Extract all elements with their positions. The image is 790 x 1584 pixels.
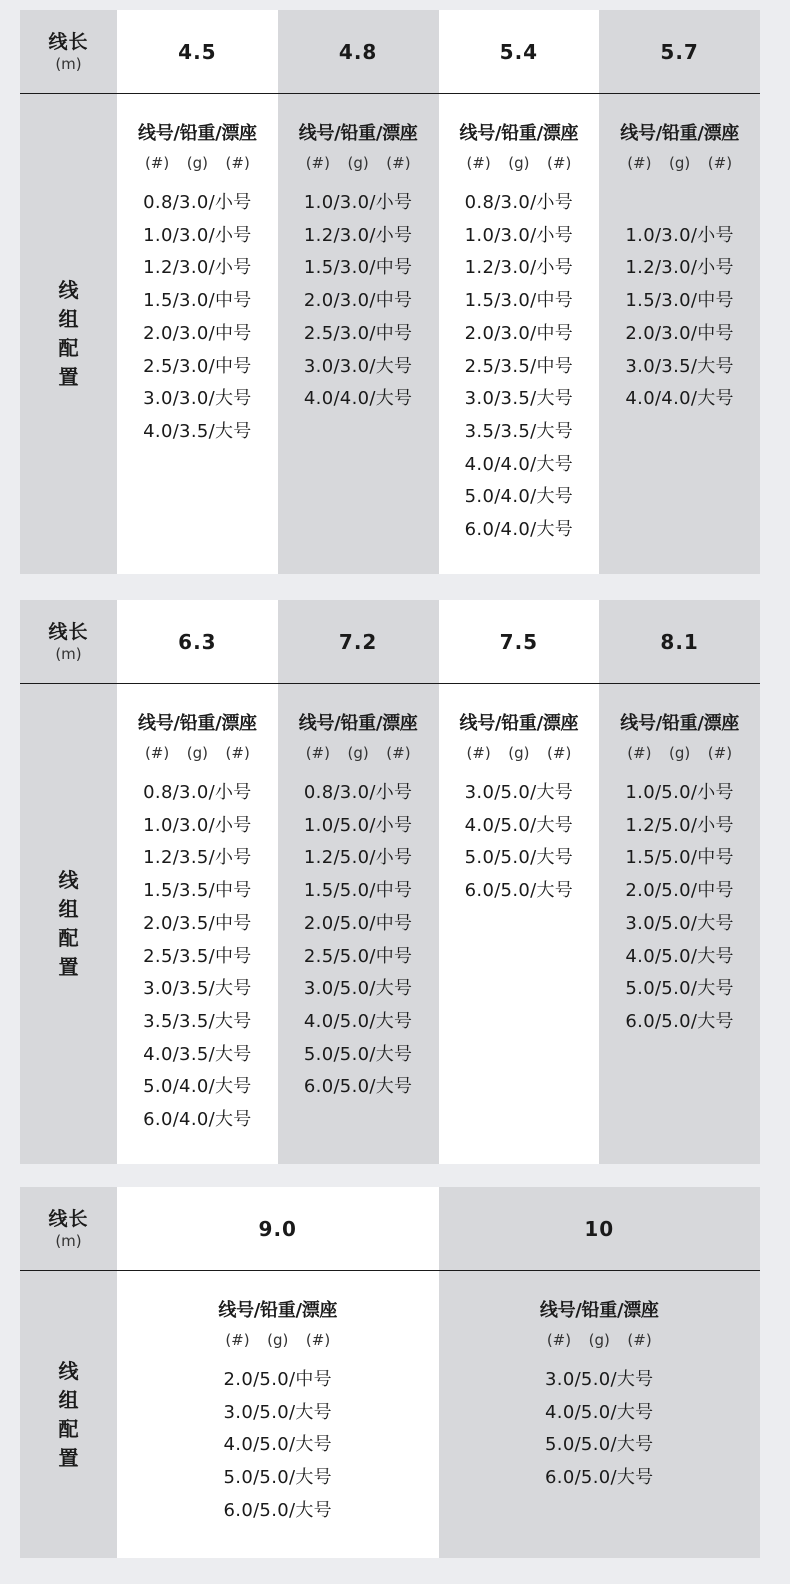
config-value: 2.5/3.0/中号 [303,322,413,344]
config-value: 5.0/5.0/大号 [223,1467,332,1489]
config-column-units: (#) (g) (#) [144,154,250,172]
config-value: 0.8/3.0/小号 [303,782,413,803]
config-label [58,1357,80,1473]
config-value: 2.0/3.0/中号 [464,322,574,344]
config-value-list [117,187,278,449]
config-value: 1.0/3.0/小号 [143,224,252,246]
config-value: 1.0/3.0/小号 [303,192,413,213]
config-column [439,1271,761,1558]
config-value: 3.0/5.0/大号 [625,912,734,934]
length-value: 6.3 [117,600,278,683]
config-column-units: (#) (g) (#) [627,154,733,172]
config-value: 1.2/3.0/小号 [143,257,252,279]
config-value: 1.0/3.0/小号 [143,814,252,836]
length-unit: (m) [55,644,82,663]
config-column-units: (#) (g) (#) [305,744,411,762]
config-value: 2.0/3.0/中号 [625,322,734,344]
config-label-cell [20,684,117,1164]
config-column-title: 线号/铅重/漂座 [620,123,739,144]
length-unit: (m) [55,1231,82,1250]
table-header-row [20,600,760,684]
config-value: 4.0/4.0/大号 [303,388,413,410]
config-label-char: 线 [58,868,79,892]
config-label-cell [20,94,117,574]
config-label-char: 配 [58,1416,79,1441]
config-label-char: 置 [58,955,79,979]
length-label-cell [20,1187,117,1270]
config-value-list [599,187,760,416]
config-value-list [439,777,600,908]
config-value: 1.2/3.0/小号 [303,224,413,246]
config-column-units: (#) (g) (#) [225,1331,331,1349]
config-value [599,187,760,220]
config-value: 2.0/5.0/中号 [625,880,734,902]
config-column-units: (#) (g) (#) [466,744,572,762]
config-column [117,1271,439,1558]
config-value: 4.0/5.0/大号 [545,1401,654,1423]
config-label-char: 线 [58,278,79,302]
config-value: 1.2/3.5/小号 [143,847,252,869]
config-column [278,94,439,574]
config-value: 4.0/5.0/大号 [223,1434,332,1456]
config-value: 4.0/4.0/大号 [625,388,734,410]
config-value: 3.0/5.0/大号 [303,978,413,1000]
config-value: 5.0/5.0/大号 [464,847,574,869]
config-value: 2.0/3.0/中号 [303,290,413,312]
config-value: 4.0/3.5/大号 [143,1043,252,1065]
config-column [599,94,760,574]
config-value: 3.0/3.5/大号 [464,388,574,410]
config-value: 3.5/3.5/大号 [143,1010,252,1032]
table-body-row [20,1271,760,1558]
config-value: 6.0/5.0/大号 [223,1499,332,1521]
config-value: 4.0/5.0/大号 [625,945,734,967]
config-column-title: 线号/铅重/漂座 [218,1300,338,1321]
config-value: 2.0/3.5/中号 [143,912,252,934]
config-label-char: 组 [58,1387,79,1412]
config-value-list [117,1364,439,1528]
length-label-cell [20,600,117,683]
config-value: 3.0/5.0/大号 [223,1401,332,1423]
config-column-title: 线号/铅重/漂座 [539,1300,659,1321]
config-value: 3.0/5.0/大号 [464,782,574,803]
config-value: 1.5/3.5/中号 [143,880,252,902]
config-column-title: 线号/铅重/漂座 [459,123,579,144]
config-column [117,684,278,1164]
config-label-char: 置 [58,1445,79,1470]
config-label [58,276,80,392]
config-value: 1.5/5.0/中号 [625,847,734,869]
length-label-cell [20,10,117,93]
config-value: 3.0/3.5/大号 [625,355,734,377]
config-label-char: 组 [58,307,79,331]
config-value: 3.0/3.0/大号 [143,388,252,410]
config-value: 3.0/3.5/大号 [143,978,252,1000]
table-header-row [20,10,760,94]
config-value: 6.0/5.0/大号 [464,880,574,902]
length-value: 4.8 [278,10,439,93]
config-value: 6.0/4.0/大号 [143,1109,252,1131]
config-value: 3.0/3.0/大号 [303,355,413,377]
length-value: 4.5 [117,10,278,93]
length-label: 线长 [48,1207,89,1230]
config-value: 5.0/4.0/大号 [464,486,574,508]
table-body-row [20,94,760,574]
config-label-char: 线 [58,1358,79,1383]
config-label-char: 配 [58,336,79,360]
config-value: 2.5/3.5/中号 [464,355,574,377]
config-column-title: 线号/铅重/漂座 [138,123,257,144]
config-column-title: 线号/铅重/漂座 [138,713,257,734]
length-unit: (m) [55,54,82,73]
config-column [278,684,439,1164]
config-column [439,684,600,1164]
config-value: 6.0/5.0/大号 [303,1076,413,1098]
config-value: 1.0/3.0/小号 [464,224,574,246]
config-value: 1.5/3.0/中号 [143,290,252,312]
config-value: 1.0/3.0/小号 [625,224,734,246]
config-value: 4.0/5.0/大号 [464,814,574,836]
config-value: 1.2/5.0/小号 [303,847,413,869]
config-value: 6.0/4.0/大号 [464,519,574,541]
config-value: 6.0/5.0/大号 [625,1010,734,1032]
config-value: 2.5/5.0/中号 [303,945,413,967]
config-value: 1.5/3.0/中号 [303,257,413,279]
config-label-char: 组 [58,897,79,921]
length-value: 10 [439,1187,761,1270]
config-column [117,94,278,574]
config-column [599,684,760,1164]
spec-table-2 [20,600,760,1164]
config-value: 1.5/5.0/中号 [303,880,413,902]
config-value: 4.0/5.0/大号 [303,1010,413,1032]
config-value: 1.2/5.0/小号 [625,814,734,836]
config-value: 2.5/3.0/中号 [143,355,252,377]
config-column-units: (#) (g) (#) [144,744,250,762]
config-value: 1.2/3.0/小号 [464,257,574,279]
config-value: 1.5/3.0/中号 [464,290,574,312]
config-value-list [117,777,278,1137]
config-column [439,94,600,574]
length-value: 8.1 [599,600,760,683]
config-value: 1.5/3.0/中号 [625,290,734,312]
config-value: 2.5/3.5/中号 [143,945,252,967]
length-label: 线长 [48,30,89,53]
spec-table-3 [20,1187,760,1558]
config-column-title: 线号/铅重/漂座 [298,713,418,734]
config-value: 0.8/3.0/小号 [464,192,574,213]
config-value: 1.2/3.0/小号 [625,257,734,279]
config-value: 5.0/5.0/大号 [545,1434,654,1456]
config-value: 0.8/3.0/小号 [143,782,252,803]
config-value: 0.8/3.0/小号 [143,192,252,213]
config-column-title: 线号/铅重/漂座 [620,713,739,734]
config-value-list [439,187,600,547]
config-label-char: 配 [58,926,79,950]
config-label [58,866,80,982]
length-value: 9.0 [117,1187,439,1270]
config-value-list [278,187,439,416]
config-column-units: (#) (g) (#) [305,154,411,172]
config-value: 3.0/5.0/大号 [545,1369,654,1390]
config-value-list [599,777,760,1039]
config-value: 4.0/4.0/大号 [464,453,574,475]
config-value: 5.0/4.0/大号 [143,1076,252,1098]
table-body-row [20,684,760,1164]
config-column-units: (#) (g) (#) [466,154,572,172]
config-value-list [278,777,439,1104]
config-label-char: 置 [58,365,79,389]
config-value: 4.0/3.5/大号 [143,420,252,442]
config-value: 5.0/5.0/大号 [625,978,734,1000]
table-header-row [20,1187,760,1271]
length-value: 7.5 [439,600,600,683]
length-value: 5.7 [599,10,760,93]
config-value: 5.0/5.0/大号 [303,1043,413,1065]
length-value: 7.2 [278,600,439,683]
config-value: 3.5/3.5/大号 [464,420,574,442]
config-value: 6.0/5.0/大号 [545,1467,654,1489]
config-value: 2.0/5.0/中号 [223,1369,332,1390]
config-value-list [439,1364,761,1495]
config-column-units: (#) (g) (#) [627,744,733,762]
length-label: 线长 [48,620,89,643]
config-column-units: (#) (g) (#) [546,1331,652,1349]
config-label-cell [20,1271,117,1558]
config-value: 1.0/5.0/小号 [303,814,413,836]
config-value: 2.0/5.0/中号 [303,912,413,934]
config-value: 2.0/3.0/中号 [143,322,252,344]
config-column-title: 线号/铅重/漂座 [298,123,418,144]
length-value: 5.4 [439,10,600,93]
config-value: 1.0/5.0/小号 [625,782,734,803]
config-column-title: 线号/铅重/漂座 [459,713,579,734]
spec-table-1 [20,10,760,574]
